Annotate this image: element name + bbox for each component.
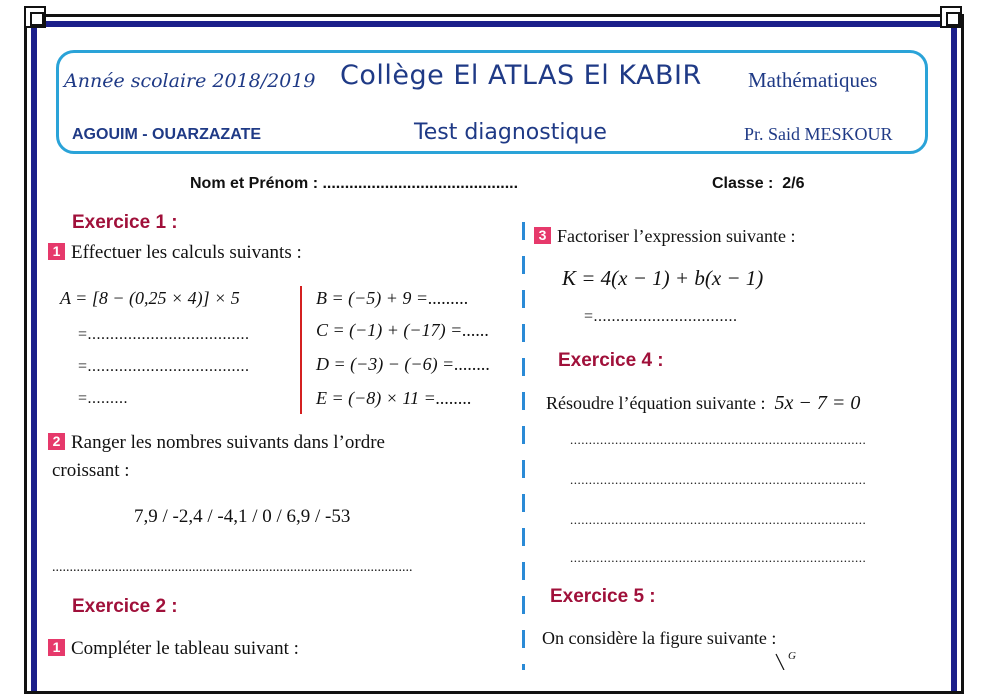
name-field[interactable] bbox=[190, 175, 518, 193]
calc-e-expr: E = (−8) × 11 =........ bbox=[316, 388, 472, 408]
ex4-statement bbox=[546, 392, 860, 415]
ex5-text: On considère la figure suivante : bbox=[542, 628, 777, 648]
calc-d-expr: D = (−3) − (−6) =........ bbox=[316, 354, 491, 374]
ex2-q1 bbox=[48, 638, 299, 660]
school-year: Année scolaire 2018/2019 bbox=[64, 70, 316, 92]
name-label: Nom et Prénom : bbox=[190, 175, 323, 192]
ex4-answer-line-1[interactable]: ............................................................................... bbox=[570, 432, 867, 447]
subject: Mathématiques bbox=[748, 68, 878, 92]
ex2-title: Exercice 2 : bbox=[72, 596, 178, 617]
class-field bbox=[712, 175, 805, 193]
factor-answer[interactable]: =................................ bbox=[584, 308, 738, 325]
ex5-title: Exercice 5 : bbox=[550, 586, 656, 607]
ex1-q2-text-2: croissant : bbox=[52, 460, 130, 481]
college-name: Collège El ATLAS El KABIR bbox=[340, 60, 702, 91]
ex2-q1-badge: 1 bbox=[48, 639, 65, 656]
calc-a-line1[interactable]: =.................................... bbox=[78, 326, 250, 343]
ordering-answer-line[interactable]: ....................................................................................................... bbox=[52, 560, 413, 575]
class-label: Classe : bbox=[712, 175, 774, 192]
numbers-list: 7,9 / -2,4 / -4,1 / 0 / 6,9 / -53 bbox=[134, 506, 351, 527]
ex1-q3-badge: 3 bbox=[534, 227, 551, 244]
calc-divider bbox=[300, 286, 302, 414]
calc-b-expr: B = (−5) + 9 =......... bbox=[316, 288, 469, 308]
equation: 5x − 7 = 0 bbox=[774, 392, 861, 414]
figure-label-g: G bbox=[788, 650, 796, 662]
ex1-q3 bbox=[534, 226, 795, 247]
teacher-name: Pr. Said MESKOUR bbox=[744, 124, 893, 144]
corner-ornament-right bbox=[940, 6, 962, 28]
calc-a-expr: A = [8 − (0,25 × 4)] × 5 bbox=[60, 288, 240, 308]
column-divider bbox=[522, 222, 525, 670]
calc-a-line2[interactable]: =.................................... bbox=[78, 358, 250, 375]
ex1-q2-text-1: Ranger les nombres suivants dans l’ordre bbox=[71, 432, 385, 453]
test-title: Test diagnostique bbox=[414, 120, 607, 145]
ex1-q3-text: Factoriser l’expression suivante : bbox=[557, 226, 796, 246]
ex1-q1-badge: 1 bbox=[48, 243, 65, 260]
ex1-q2-badge: 2 bbox=[48, 433, 65, 450]
calc-c-expr: C = (−1) + (−17) =...... bbox=[316, 320, 490, 340]
ex4-answer-line-3[interactable]: ............................................................................... bbox=[570, 512, 867, 527]
location: AGOUIM - OUARZAZATE bbox=[72, 126, 262, 143]
ex2-q1-text: Compléter le tableau suivant : bbox=[71, 638, 299, 659]
ex1-title: Exercice 1 : bbox=[72, 212, 178, 233]
factor-expr: K = 4(x − 1) + b(x − 1) bbox=[562, 266, 764, 290]
name-blank: ............................................ bbox=[322, 175, 519, 192]
ex4-text: Résoudre l’équation suivante : bbox=[546, 393, 766, 413]
calc-a-line3[interactable]: =......... bbox=[78, 390, 129, 407]
corner-ornament-left bbox=[24, 6, 46, 28]
ex1-q2 bbox=[48, 432, 385, 454]
ex1-q1-text: Effectuer les calculs suivants : bbox=[71, 242, 302, 263]
ex1-q1 bbox=[48, 242, 302, 264]
ex4-title: Exercice 4 : bbox=[558, 350, 664, 371]
ex4-answer-line-2[interactable]: ............................................................................... bbox=[570, 472, 867, 487]
class-value: 2/6 bbox=[782, 175, 805, 192]
ex4-answer-line-4[interactable]: ............................................................................... bbox=[570, 550, 867, 565]
